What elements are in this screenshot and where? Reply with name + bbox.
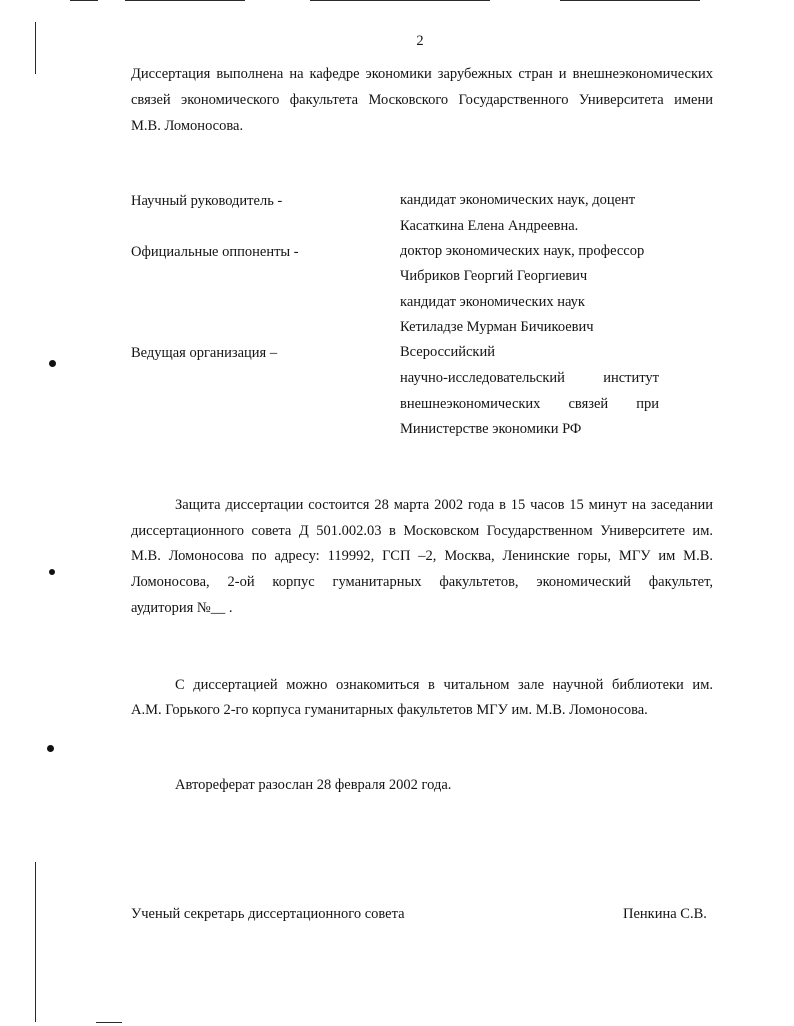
supervisor-line: кандидат экономических наук, доцент xyxy=(400,192,636,208)
opponent-line: Кетиладзе Мурман Бичикоевич xyxy=(400,319,594,335)
scan-artifact-bottom xyxy=(96,1022,122,1023)
org-line: Всероссийский xyxy=(400,344,495,360)
scan-artifact-left-2 xyxy=(35,862,36,1022)
intro-line: М.В. Ломоносова. xyxy=(131,118,244,134)
scan-artifact-top-4 xyxy=(560,0,700,1)
defense-line: аудитория №__ . xyxy=(131,600,233,616)
library-line: С диссертацией можно ознакомиться в читальном зале научной библиотеки им. xyxy=(175,677,713,693)
scan-artifact-left-1 xyxy=(35,22,36,74)
intro-line: связей экономического факультета Московского Государственного Университета имени xyxy=(131,92,713,108)
org-line: Министерстве экономики РФ xyxy=(400,421,582,437)
punch-hole-mark-1 xyxy=(49,360,56,367)
page-number: 2 xyxy=(416,33,424,49)
sent-date-line: Автореферат разослан 28 февраля 2002 года. xyxy=(175,777,452,793)
punch-hole-mark-3 xyxy=(47,745,54,752)
org-line: внешнеэкономических связей при xyxy=(400,396,659,412)
defense-line: М.В. Ломоносова по адресу: 119992, ГСП –2, Москва, Ленинские горы, МГУ им М.В. xyxy=(131,548,713,564)
punch-hole-mark-2 xyxy=(49,569,55,575)
defense-line: Защита диссертации состоится 28 марта 2002 года в 15 часов 15 минут на заседании xyxy=(175,497,713,513)
library-line: А.М. Горького 2-го корпуса гуманитарных факультетов МГУ им. М.В. Ломоносова. xyxy=(131,702,648,718)
intro-line: Диссертация выполнена на кафедре экономики зарубежных стран и внешнеэкономических xyxy=(131,66,713,82)
scan-artifact-top-1 xyxy=(70,0,98,1)
org-line: научно-исследовательский институт xyxy=(400,370,659,386)
scan-artifact-top-2 xyxy=(125,0,245,1)
defense-line: Ломоносова, 2-ой корпус гуманитарных факультетов, экономический факультет, xyxy=(131,574,713,590)
defense-line: диссертационного совета Д 501.002.03 в Московском Государственном Университете им. xyxy=(131,523,713,539)
opponent-line: Чибриков Георгий Георгиевич xyxy=(400,268,588,284)
opponent-line: кандидат экономических наук xyxy=(400,294,585,310)
supervisor-line: Касаткина Елена Андреевна. xyxy=(400,218,579,234)
signature-label: Ученый секретарь диссертационного совета xyxy=(131,906,405,922)
scan-artifact-top-3 xyxy=(310,0,490,1)
signature-name: Пенкина С.В. xyxy=(623,906,707,922)
opponents-label: Официальные оппоненты - xyxy=(131,244,299,260)
opponent-line: доктор экономических наук, профессор xyxy=(400,243,645,259)
org-label: Ведущая организация – xyxy=(131,345,278,361)
supervisor-label: Научный руководитель - xyxy=(131,193,283,209)
